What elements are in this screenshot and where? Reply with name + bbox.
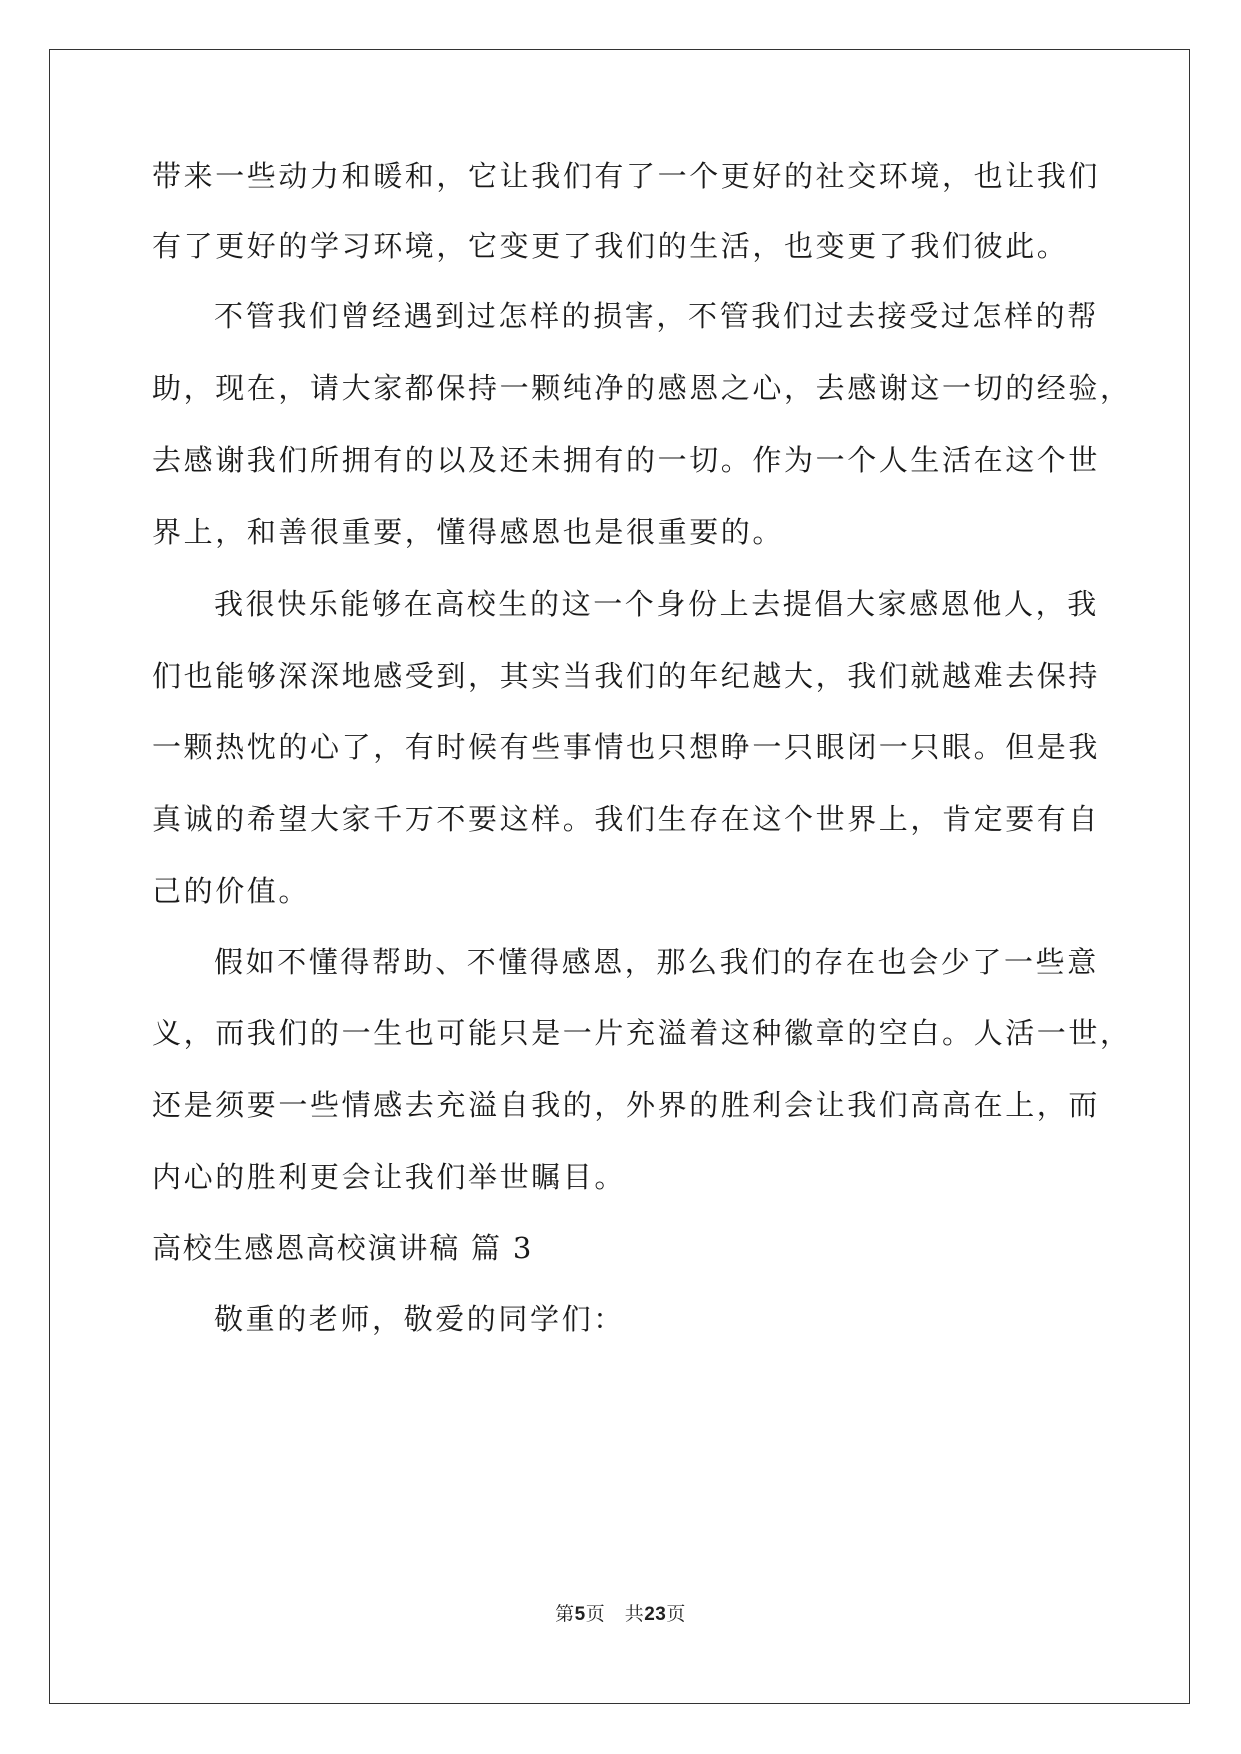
paragraph-line: 去感谢我们所拥有的以及还未拥有的一切。作为一个人生活在这个世 (152, 443, 1101, 477)
paragraph-line: 我很快乐能够在高校生的这一个身份上去提倡大家感恩他人，我 (214, 587, 1099, 621)
paragraph-line: 还是须要一些情感去充溢自我的，外界的胜利会让我们高高在上，而 (152, 1088, 1101, 1122)
paragraph-line: 们也能够深深地感受到，其实当我们的年纪越大，我们就越难去保持 (152, 659, 1101, 693)
paragraph-line: 有了更好的学习环境，它变更了我们的生活，也变更了我们彼此。 (152, 229, 1069, 263)
page-footer (0, 1599, 1241, 1626)
footer-suffix: 页 (666, 1603, 686, 1625)
footer-prefix: 第 (555, 1603, 575, 1625)
paragraph-line: 带来一些动力和暖和，它让我们有了一个更好的社交环境，也让我们 (152, 159, 1101, 193)
paragraph-line: 义，而我们的一生也可能只是一片充溢着这种徽章的空白。人活一世， (152, 1016, 1132, 1050)
section-heading: 高校生感恩高校演讲稿 篇 3 (152, 1231, 534, 1265)
paragraph-line: 内心的胜利更会让我们举世瞩目。 (152, 1160, 627, 1194)
paragraph-line: 真诚的希望大家千万不要这样。我们生存在这个世界上，肯定要有自 (152, 802, 1101, 836)
current-page-number: 5 (574, 1604, 586, 1625)
paragraph-line: 助，现在，请大家都保持一颗纯净的感恩之心，去感谢这一切的经验， (152, 371, 1132, 405)
salutation-line: 敬重的老师，敬爱的同学们： (214, 1302, 625, 1336)
paragraph-line: 界上，和善很重要，懂得感恩也是很重要的。 (152, 515, 785, 549)
footer-middle: 页 共 (585, 1603, 645, 1625)
paragraph-line: 己的价值。 (152, 874, 311, 908)
paragraph-line: 不管我们曾经遇到过怎样的损害，不管我们过去接受过怎样的帮 (214, 299, 1099, 333)
paragraph-line: 假如不懂得帮助、不懂得感恩，那么我们的存在也会少了一些意 (214, 945, 1099, 979)
paragraph-line: 一颗热忱的心了，有时候有些事情也只想睁一只眼闭一只眼。但是我 (152, 730, 1101, 764)
total-page-count: 23 (644, 1604, 667, 1625)
